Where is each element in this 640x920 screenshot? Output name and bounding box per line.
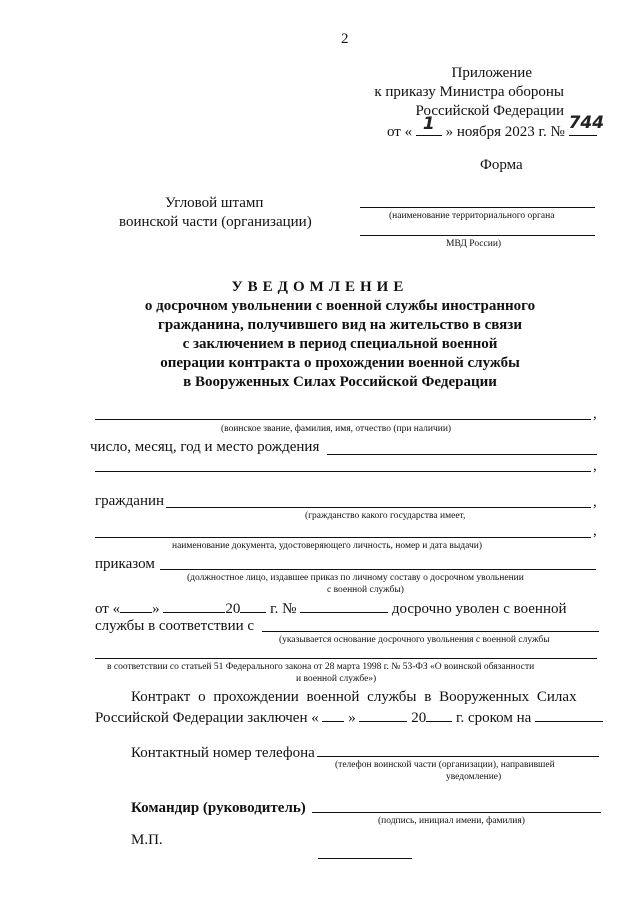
law-caption2: и военной службе») (296, 674, 377, 684)
stamp-line2: воинской части (организации) (119, 214, 312, 230)
rank-name-line (95, 419, 591, 420)
service-text: службы в соответствии с (95, 618, 255, 634)
handwritten-order-number: 744 (568, 113, 605, 133)
contract-prefix: Российской Федерации заключен « (95, 710, 319, 726)
subtitle-line4: операции контракта о прохождении военной службы (160, 355, 520, 371)
phone-label: Контактный номер телефона (131, 745, 315, 761)
document-comma: , (593, 523, 597, 539)
subtitle-line1: о досрочном увольнении с военной службы иностранного (144, 298, 536, 314)
contract-line1: Контракт о прохождении военной службы в Вооруженных Силах (131, 689, 577, 705)
stamp-line1: Угловой штамп (165, 195, 264, 211)
order-caption2: с военной службы) (327, 585, 404, 595)
contract-day-blank (322, 707, 344, 722)
document-title: УВЕДОМЛЕНИЕ (231, 279, 409, 295)
order-date-line (95, 598, 567, 618)
contract-line2 (95, 707, 603, 727)
birth-line-2 (95, 471, 591, 472)
rank-caption: (воинское звание, фамилия, имя, отчество (при наличии) (221, 424, 452, 434)
recipient-line-1 (360, 207, 595, 208)
appendix-line3: Российской Федерации (415, 103, 564, 119)
day-blank (416, 114, 442, 136)
birth-label: число, месяц, год и место рождения (90, 439, 320, 455)
seal-label: М.П. (131, 832, 163, 848)
form-label: Форма (480, 157, 523, 173)
citizen-caption: (гражданство какого государства имеет, (305, 511, 466, 521)
contract-month-blank (359, 707, 407, 722)
order-line (160, 569, 596, 570)
from-year-suffix: г. № (270, 601, 297, 617)
recipient-caption2: МВД России) (446, 239, 502, 249)
law-line (95, 658, 597, 659)
order-label: приказом (95, 556, 155, 572)
contract-term-blank (535, 707, 603, 722)
contract-mid: » (348, 710, 356, 726)
birth-comma: , (593, 458, 597, 474)
commander-caption: (подпись, инициал имени, фамилия) (378, 816, 525, 826)
subtitle-line5: в Вооруженных Силах Российской Федерации (183, 374, 497, 390)
commander-line (312, 812, 601, 813)
appendix-date-line (387, 113, 605, 141)
contract-year-blank (426, 707, 452, 722)
from-mid: » (152, 601, 160, 617)
from-month-blank (163, 598, 225, 613)
from-year-prefix: 20 (225, 601, 241, 617)
citizen-label: гражданин (95, 493, 165, 509)
law-caption1: в соответствии со статьей 51 Федерального закона от 28 марта 1998 г. № 53-ФЗ «О воинской обязанности (107, 662, 535, 672)
phone-caption2: уведомление) (446, 772, 502, 782)
recipient-line-2 (360, 235, 595, 236)
commander-label: Командир (руководитель) (131, 800, 306, 816)
order-number-blank (568, 113, 605, 136)
phone-caption1: (телефон воинской части (организации), направившей (335, 760, 555, 770)
date-mid: » ноября 2023 г. № (445, 124, 565, 140)
from-day-blank (120, 598, 152, 613)
birth-line-1 (327, 454, 597, 455)
citizen-line (166, 507, 591, 508)
contract-year-prefix: 20 (411, 710, 427, 726)
phone-line (317, 756, 599, 757)
appendix-line2: к приказу Министра обороны (374, 84, 564, 100)
from-number-blank (300, 598, 388, 613)
recipient-caption1: (наименование территориального органа (389, 211, 555, 221)
dismissed-text: досрочно уволен с военной (391, 601, 567, 617)
document-caption: наименование документа, удостоверяющего личность, номер и дата выдачи) (172, 541, 482, 551)
basis-line (262, 631, 599, 632)
date-prefix: от « (387, 124, 413, 140)
rank-comma: , (593, 406, 597, 422)
subtitle-line3: с заключением в период специальной военной (182, 336, 498, 352)
subtitle-line2: гражданина, получившего вид на жительство в связи (158, 317, 522, 333)
citizen-comma: , (593, 494, 597, 510)
basis-caption: (указывается основание досрочного увольнения с военной службы (279, 635, 550, 645)
from-year-blank (240, 598, 266, 613)
page-number: 2 (341, 31, 349, 47)
contract-suffix: г. сроком на (455, 710, 532, 726)
handwritten-day: 1 (422, 114, 435, 134)
appendix-line1: Приложение (451, 65, 532, 81)
document-line (95, 537, 591, 538)
from-prefix: от « (95, 601, 121, 617)
order-caption1: (должностное лицо, издавшее приказ по личному составу о досрочном увольнении (187, 573, 524, 583)
bottom-rule (318, 858, 412, 859)
